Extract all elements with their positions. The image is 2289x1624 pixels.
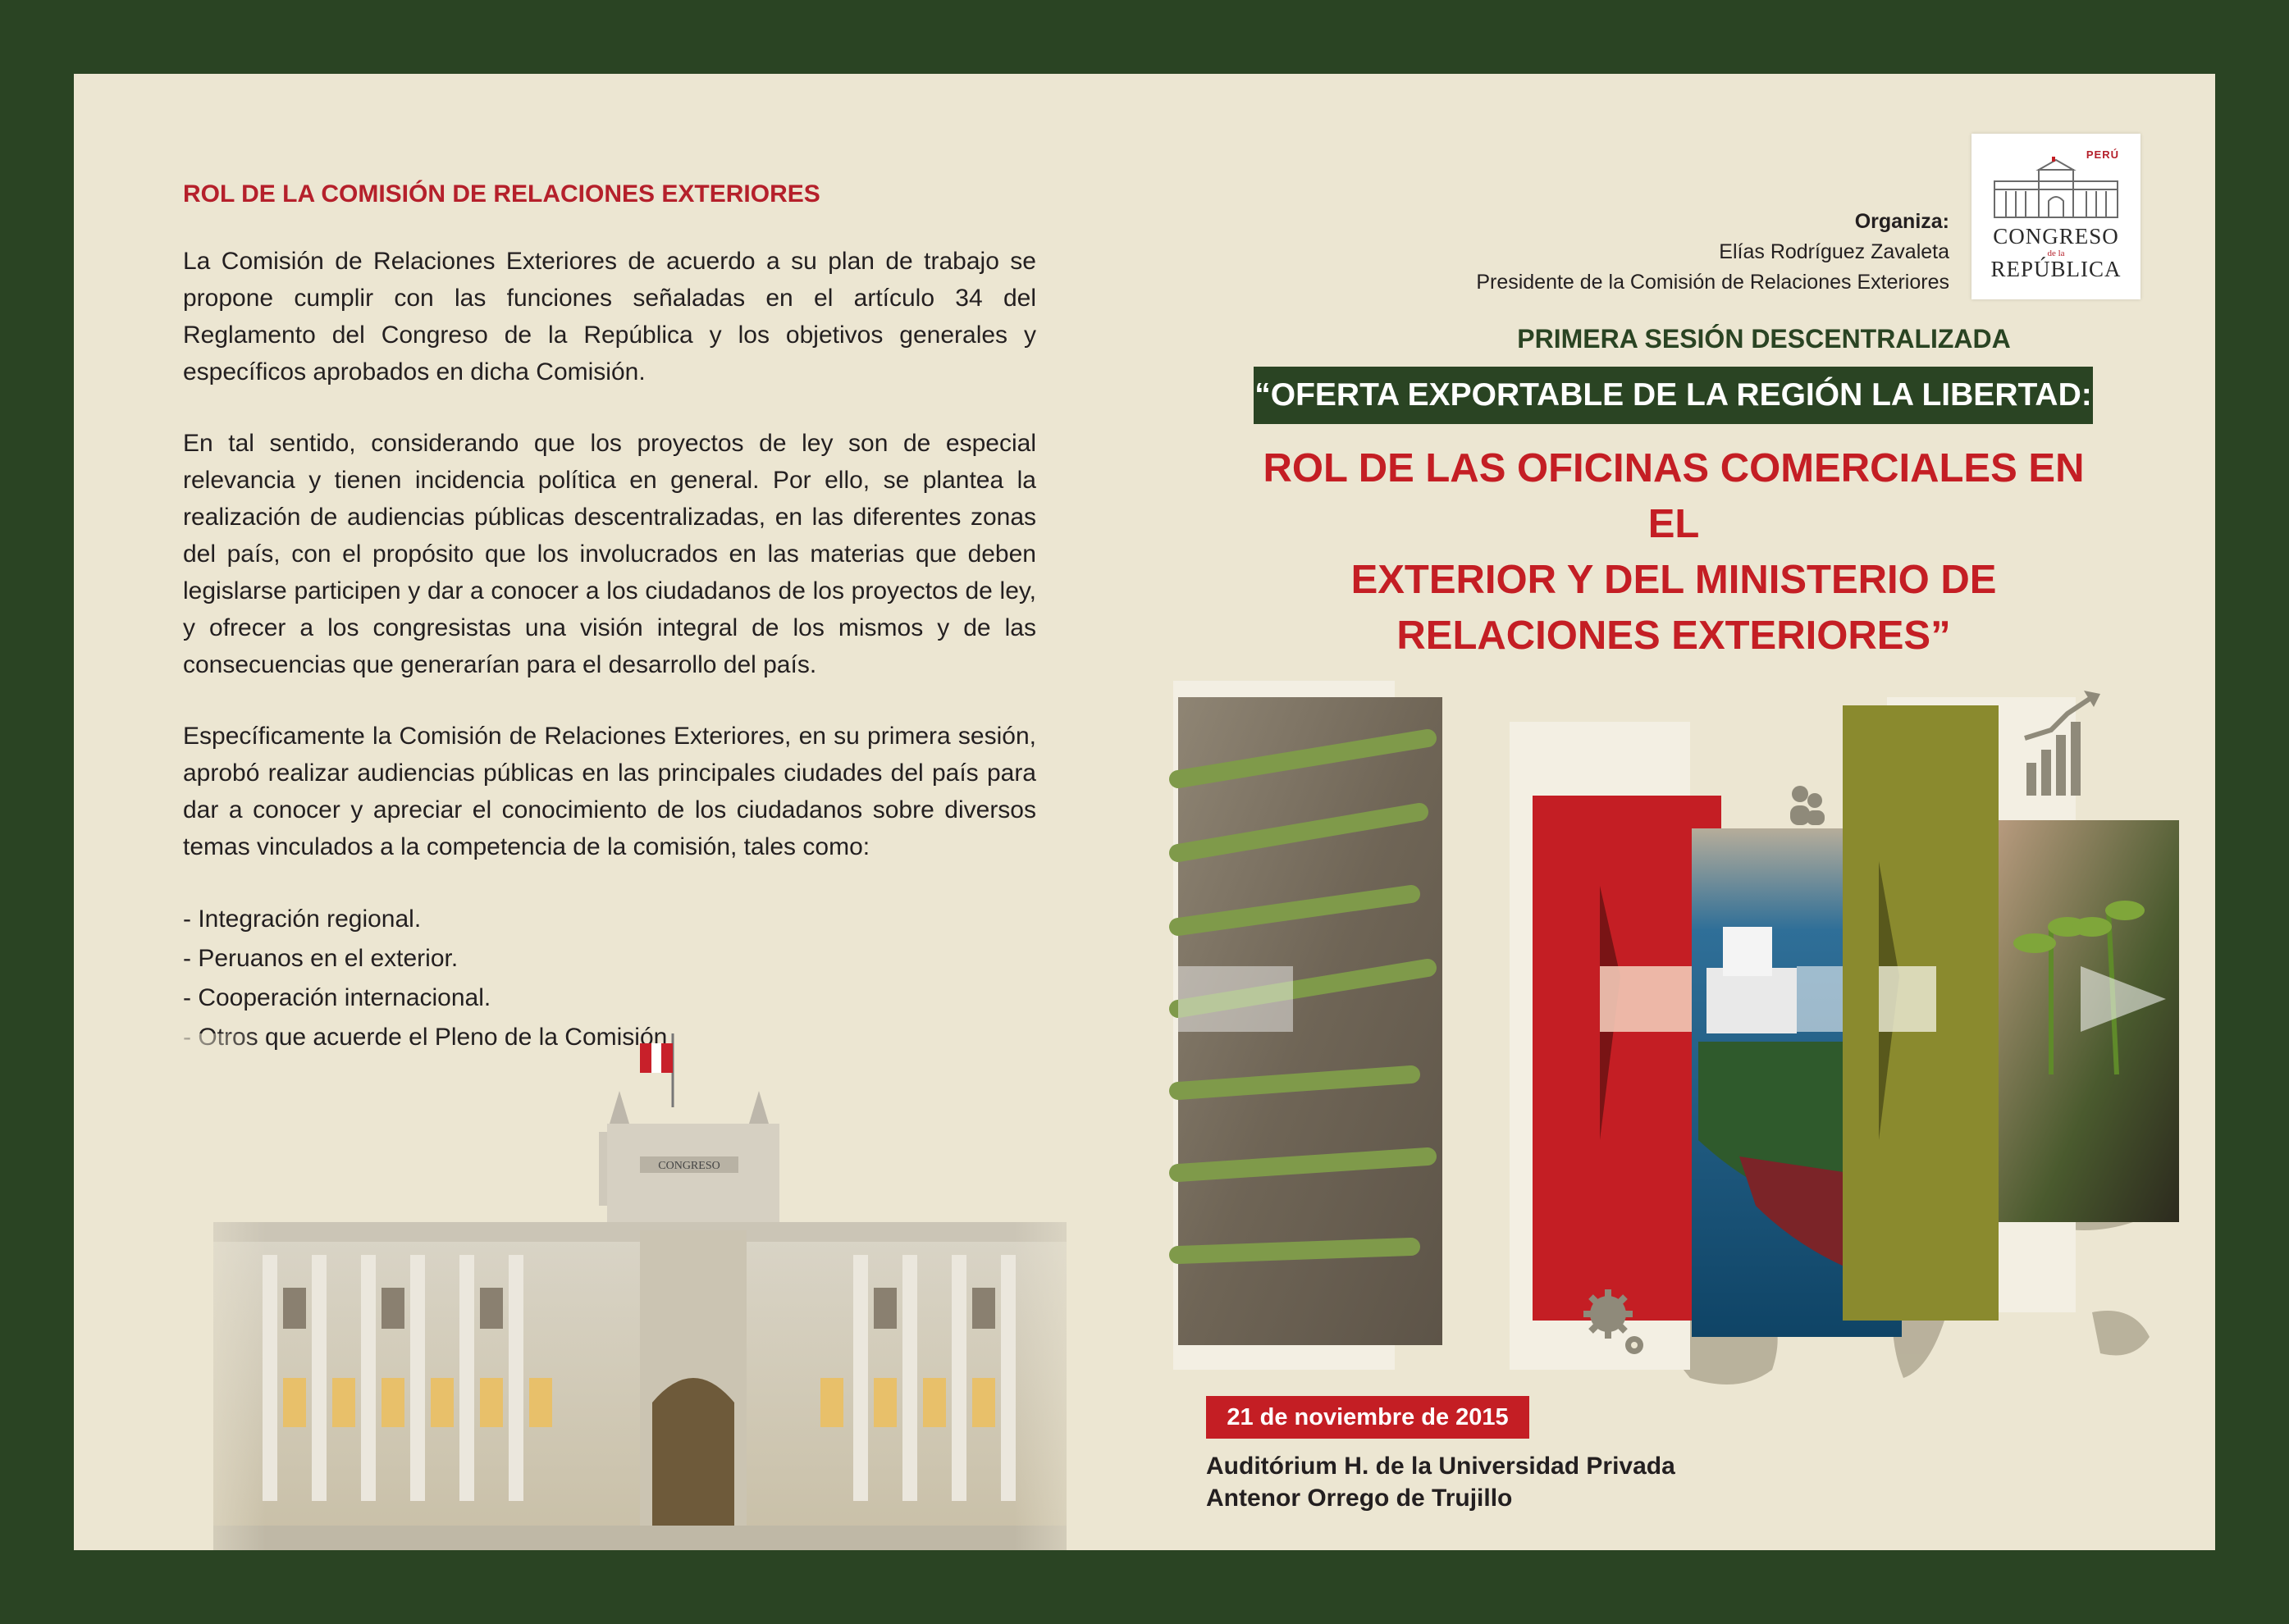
collage-graphic [1165, 615, 2182, 1403]
organizer-block [1476, 207, 1949, 298]
congreso-logo [1971, 134, 2141, 299]
list-item: - Peruanos en el exterior. [183, 945, 459, 972]
event-date-badge: 21 de noviembre de 2015 [1206, 1396, 1529, 1439]
logo-country: PERÚ [2086, 148, 2119, 161]
people-icon [1790, 786, 1825, 825]
paragraph-2: En tal sentido, considerando que los proyectos de ley son de especial relevancia y tienen incidencia política en general. Por ello, se plantea la realización de audiencias públicas descentralizadas, en las diferentes zonas del país, con el propósito que los involucrados en las materias que deben legislarse participen y dar a conocer a los ciudadanos de los proyectos de ley, y ofrecer a los congresistas una visión integral de los mismos y de las consecuencias que generarían para el desarrollo del país. [183, 430, 1036, 678]
paragraph-3: Específicamente la Comisión de Relaciones Exteriores, en su primera sesión, aprobó realizar audiencias públicas en las principales ciudades del país para dar a conocer y apreciar el conocimiento de los ciudadanos sobre diversos temas vinculados a la competencia de la comisión, tales como: [183, 723, 1036, 860]
venue-line: Auditórium H. de la Universidad Privada [1206, 1453, 1675, 1480]
title-banner: “OFERTA EXPORTABLE DE LA REGIÓN LA LIBERTAD: [1254, 367, 2093, 424]
paragraph-1: La Comisión de Relaciones Exteriores de acuerdo a su plan de trabajo se propone cumplir con las funciones señaladas en el artículo 34 del Reglamento del Congreso de la República y los objetivos generales y específicos aprobados en dicha Comisión. [183, 248, 1036, 385]
list-item: - Cooperación internacional. [183, 984, 491, 1011]
list-item: - Integración regional. [183, 906, 422, 933]
main-title-line: ROL DE LAS OFICINAS COMERCIALES EN EL [1263, 446, 2085, 546]
main-title-line: EXTERIOR Y DEL MINISTERIO DE [1350, 558, 1997, 602]
logo-line1: CONGRESO [1993, 224, 2119, 249]
left-text-column [183, 180, 1036, 1057]
brochure-page [74, 74, 2215, 1550]
congress-building-image [148, 1033, 1132, 1550]
congress-facade-icon [1990, 157, 2122, 221]
venue-line: Antenor Orrego de Trujillo [1206, 1485, 1513, 1512]
main-title-line: RELACIONES EXTERIORES” [1396, 614, 1951, 658]
organizer-name: Elías Rodríguez Zavaleta [1719, 240, 1949, 263]
logo-line3: REPÚBLICA [1990, 257, 2122, 281]
event-venue [1206, 1450, 1675, 1514]
logo-line2: de la [2047, 249, 2065, 258]
section-title: ROL DE LA COMISIÓN DE RELACIONES EXTERIORES [183, 180, 820, 208]
organizer-role: Presidente de la Comisión de Relaciones Exteriores [1476, 271, 1949, 294]
organizer-label: Organiza: [1854, 210, 1949, 233]
session-subtitle: PRIMERA SESIÓN DESCENTRALIZADA [1517, 324, 2011, 354]
